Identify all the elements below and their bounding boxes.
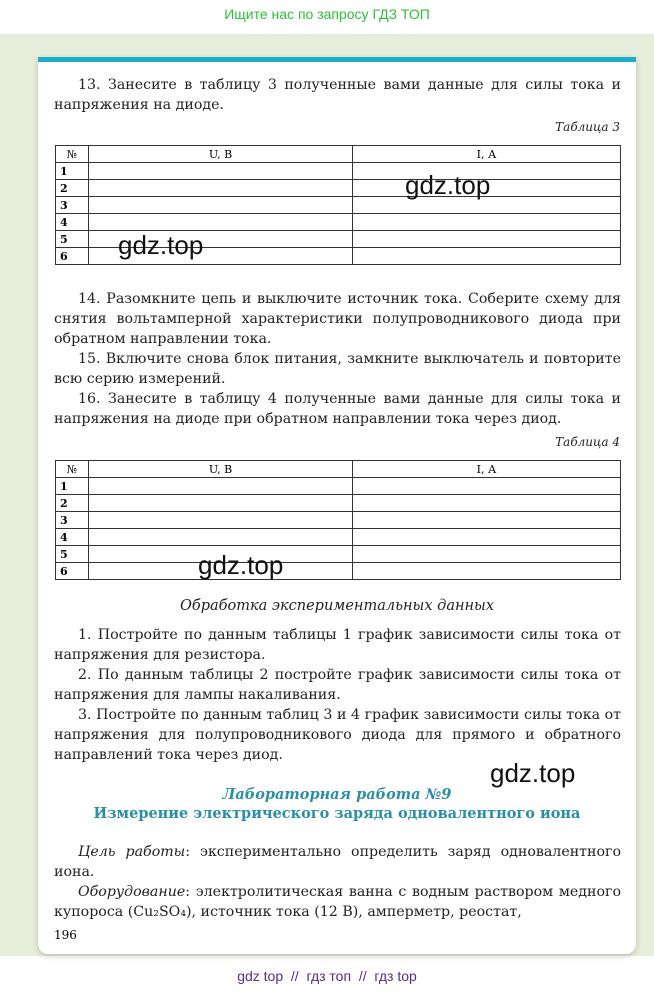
watermark: gdz.top	[198, 550, 284, 580]
watermark: gdz.top	[118, 230, 204, 260]
table-row: 6	[56, 563, 621, 580]
col-voltage: U, В	[89, 461, 353, 478]
table-row: 1	[56, 163, 621, 180]
page-number: 196	[54, 928, 77, 942]
watermark: gdz.top	[405, 170, 491, 200]
watermark: gdz.top	[490, 758, 576, 788]
step-14: 14. Разомкните цепь и выключите источник тока. Соберите схему для снятия вольтамперной характеристики полупроводникового диода при обратном направлении тока.	[54, 291, 621, 347]
step-15: 15. Включите снова блок питания, замкните выключатель и повторите всю серию измерений.	[54, 351, 621, 387]
table-row: 5	[56, 231, 621, 248]
table-row: 6	[56, 248, 621, 265]
table-row: 2	[56, 495, 621, 512]
processing-item: 2. По данным таблицы 2 постройте график зависимости силы тока от напряжения для лампы накаливания.	[54, 667, 621, 703]
table-row: 4	[56, 529, 621, 546]
table-row: 4	[56, 214, 621, 231]
table-row: 3	[56, 512, 621, 529]
lab-title: Лабораторная работа №9	[222, 786, 452, 803]
table-row: 3	[56, 197, 621, 214]
footer-links[interactable]: gdz top // гдз топ // гдз top	[237, 968, 417, 984]
step-16: 16. Занесите в таблицу 4 полученные вами данные для силы тока и напряжения на диоде при обратном направлении тока через диод.	[54, 391, 621, 427]
lab-equipment: Оборудование: электролитическая ванна с водным раствором медного купороса (Cu₂SO₄), источник тока (12 В), амперметр, реостат,	[54, 884, 621, 920]
step-13: 13. Занесите в таблицу 3 полученные вами данные для силы тока и напряжения на диоде.	[54, 77, 621, 113]
col-voltage: U, В	[89, 146, 353, 163]
lab-subtitle: Измерение электрического заряда одновалентного иона	[93, 805, 581, 822]
table4-caption: Таблица 4	[555, 435, 620, 449]
table-row: 5	[56, 546, 621, 563]
table3-caption: Таблица 3	[555, 120, 620, 134]
lab-goal: Цель работы: экспериментально определить заряд одновалентного иона.	[54, 844, 621, 880]
col-number: №	[56, 461, 89, 478]
processing-title: Обработка экспериментальных данных	[179, 598, 495, 614]
processing-item: 3. Постройте по данным таблиц 3 и 4 график зависимости силы тока от напряжения для полупроводникового диода для прямого и обратного направлений тока через диод.	[54, 707, 621, 763]
processing-item: 1. Постройте по данным таблицы 1 график зависимости силы тока от напряжения для резистора.	[54, 627, 621, 663]
table-row: 2	[56, 180, 621, 197]
col-current: I, А	[353, 146, 621, 163]
col-number: №	[56, 146, 89, 163]
table-row: 1	[56, 478, 621, 495]
table-4	[55, 460, 621, 580]
col-current: I, А	[353, 461, 621, 478]
search-banner: Ищите нас по запросу ГДЗ ТОП	[224, 6, 430, 22]
